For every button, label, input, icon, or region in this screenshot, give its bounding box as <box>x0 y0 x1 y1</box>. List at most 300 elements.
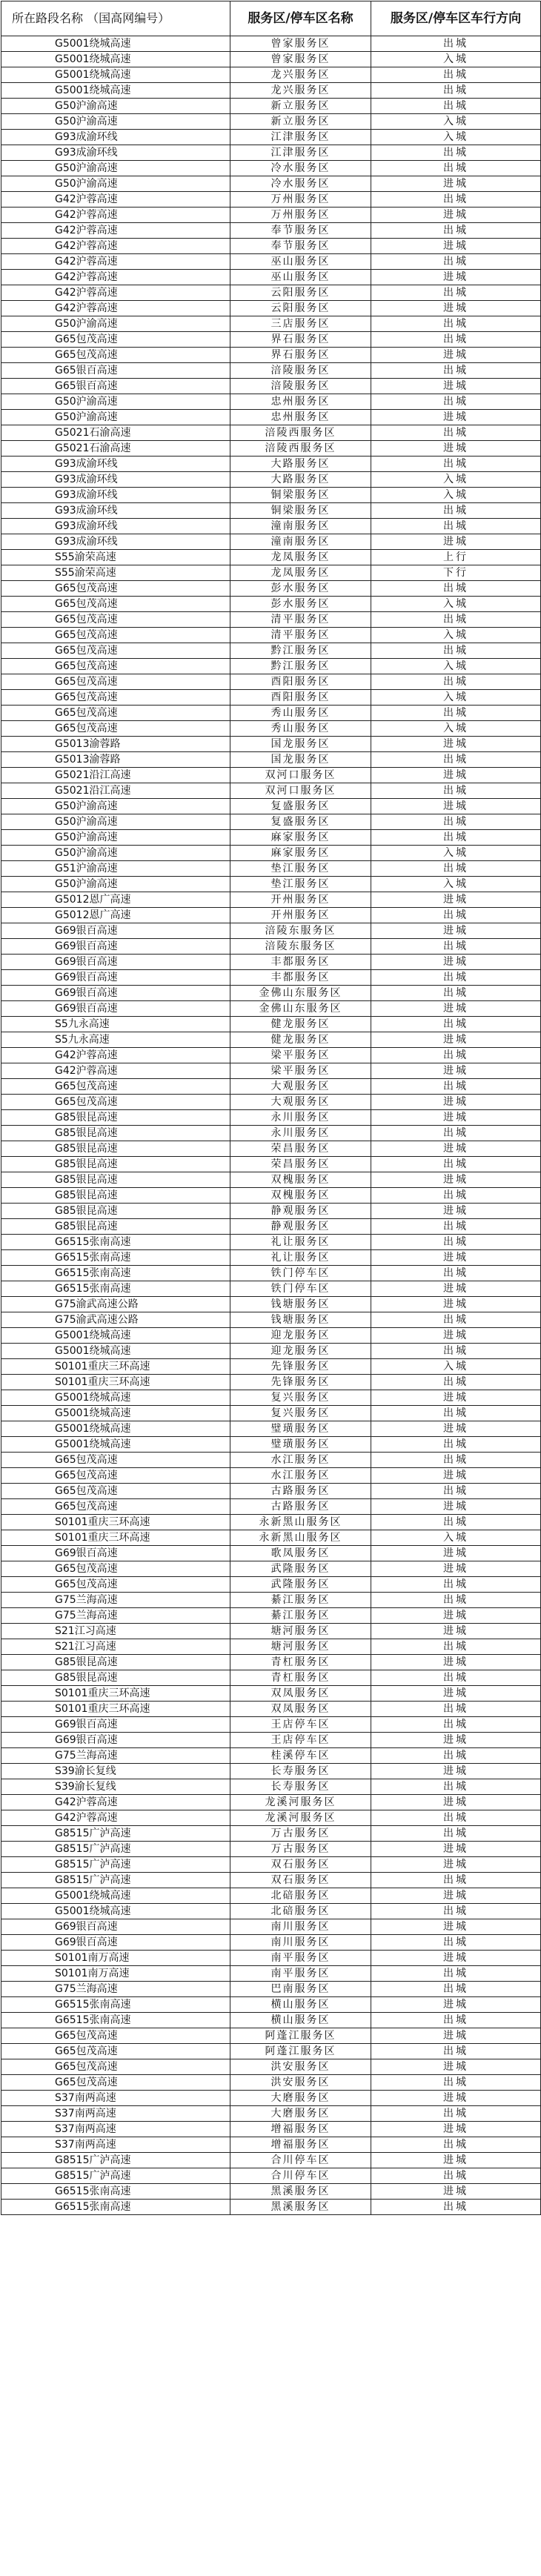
service-area-cell: 巫山服务区 <box>230 254 371 270</box>
road-name-cell: G5001绕城高速 <box>1 83 230 99</box>
table-row <box>1 1702 541 1717</box>
service-area-cell: 酉阳服务区 <box>230 674 371 690</box>
service-area-cell: 横山服务区 <box>230 2013 371 2028</box>
road-name-cell: S0101南万高速 <box>1 1966 230 1982</box>
road-name-cell: S37南两高速 <box>1 2122 230 2137</box>
service-area-cell: 水江服务区 <box>230 1453 371 1468</box>
table-row <box>1 161 541 176</box>
service-area-cell: 复兴服务区 <box>230 1406 371 1421</box>
road-name-cell: G5012恩广高速 <box>1 892 230 908</box>
service-area-cell: 巴南服务区 <box>230 1982 371 1997</box>
service-area-table <box>1 1 541 2215</box>
road-name-cell: G8515广泸高速 <box>1 1873 230 1888</box>
table-row <box>1 254 541 270</box>
direction-cell: 出城 <box>371 1266 541 1281</box>
table-row <box>1 1281 541 1297</box>
road-name-cell: G65包茂高速 <box>1 581 230 597</box>
direction-cell: 出城 <box>371 457 541 472</box>
service-area-cell: 水江服务区 <box>230 1468 371 1484</box>
road-name-cell: G65包茂高速 <box>1 348 230 363</box>
road-name-cell: G50沪渝高速 <box>1 161 230 176</box>
direction-cell: 出城 <box>371 316 541 332</box>
service-area-cell: 麻家服务区 <box>230 830 371 846</box>
table-row <box>1 1717 541 1733</box>
service-area-cell: 双槐服务区 <box>230 1172 371 1188</box>
direction-cell: 出城 <box>371 783 541 799</box>
road-name-cell: G50沪渝高速 <box>1 176 230 192</box>
service-area-cell: 阿蓬江服务区 <box>230 2028 371 2044</box>
road-name-cell: G85银昆高速 <box>1 1110 230 1126</box>
service-area-cell: 丰都服务区 <box>230 970 371 986</box>
service-area-cell: 大观服务区 <box>230 1095 371 1110</box>
table-row <box>1 441 541 457</box>
road-name-cell: G5012恩广高速 <box>1 908 230 923</box>
service-area-cell: 铜梁服务区 <box>230 488 371 503</box>
direction-cell: 进城 <box>371 270 541 285</box>
service-area-cell: 双河口服务区 <box>230 768 371 783</box>
road-name-cell: G50沪渝高速 <box>1 99 230 114</box>
table-row <box>1 1530 541 1546</box>
table-row <box>1 1686 541 1702</box>
road-name-cell: G5001绕城高速 <box>1 1904 230 1919</box>
road-name-cell: S0101重庆三环高速 <box>1 1515 230 1530</box>
table-row <box>1 2122 541 2137</box>
direction-cell: 出城 <box>371 1935 541 1951</box>
road-name-cell: G93成渝环线 <box>1 488 230 503</box>
service-area-cell: 开州服务区 <box>230 892 371 908</box>
direction-cell: 出城 <box>371 1437 541 1453</box>
header-direction: 服务区/停车区车行方向 <box>371 1 541 36</box>
road-name-cell: G50沪渝高速 <box>1 410 230 425</box>
road-name-cell: G69银百高速 <box>1 1546 230 1561</box>
service-area-cell: 复盛服务区 <box>230 799 371 814</box>
road-name-cell: G69银百高速 <box>1 1733 230 1748</box>
direction-cell: 进城 <box>371 1172 541 1188</box>
table-row <box>1 1779 541 1795</box>
service-area-cell: 合川停车区 <box>230 2168 371 2184</box>
direction-cell: 出城 <box>371 1219 541 1235</box>
service-area-cell: 迎龙服务区 <box>230 1328 371 1344</box>
service-area-cell: 礼让服务区 <box>230 1235 371 1250</box>
road-name-cell: G65包茂高速 <box>1 674 230 690</box>
road-name-cell: G5001绕城高速 <box>1 52 230 67</box>
table-row <box>1 1453 541 1468</box>
table-row <box>1 1499 541 1515</box>
direction-cell: 进城 <box>371 955 541 970</box>
road-name-cell: G5001绕城高速 <box>1 1344 230 1359</box>
service-area-cell: 大磨服务区 <box>230 2091 371 2106</box>
service-area-cell: 铁门停车区 <box>230 1281 371 1297</box>
table-row <box>1 1359 541 1375</box>
direction-cell: 出城 <box>371 612 541 628</box>
road-name-cell: G5013渝蓉路 <box>1 737 230 752</box>
road-name-cell: G6515张南高速 <box>1 1250 230 1266</box>
table-row <box>1 1997 541 2013</box>
direction-cell: 进城 <box>371 1297 541 1312</box>
table-row <box>1 674 541 690</box>
table-row <box>1 581 541 597</box>
road-name-cell: S0101重庆三环高速 <box>1 1702 230 1717</box>
direction-cell: 出城 <box>371 908 541 923</box>
road-name-cell: G85银昆高速 <box>1 1172 230 1188</box>
road-name-cell: G69银百高速 <box>1 923 230 939</box>
service-area-cell: 大路服务区 <box>230 472 371 488</box>
service-area-cell: 塘河服务区 <box>230 1624 371 1639</box>
table-row <box>1 1826 541 1842</box>
table-row <box>1 332 541 348</box>
direction-cell: 出城 <box>371 332 541 348</box>
service-area-cell: 新立服务区 <box>230 114 371 130</box>
road-name-cell: G69银百高速 <box>1 970 230 986</box>
direction-cell: 入城 <box>371 130 541 145</box>
road-name-cell: G42沪蓉高速 <box>1 223 230 239</box>
table-row <box>1 1468 541 1484</box>
direction-cell: 上行 <box>371 550 541 565</box>
service-area-cell: 横山服务区 <box>230 1997 371 2013</box>
direction-cell: 入城 <box>371 114 541 130</box>
service-area-cell: 垫江服务区 <box>230 877 371 892</box>
service-area-cell: 清平服务区 <box>230 628 371 643</box>
direction-cell: 进城 <box>371 1204 541 1219</box>
table-row <box>1 1001 541 1017</box>
table-row <box>1 1624 541 1639</box>
table-row <box>1 1639 541 1655</box>
direction-cell: 出城 <box>371 1779 541 1795</box>
service-area-cell: 三店服务区 <box>230 316 371 332</box>
table-row <box>1 316 541 332</box>
table-row <box>1 1188 541 1204</box>
direction-cell: 出城 <box>371 1966 541 1982</box>
service-area-cell: 先锋服务区 <box>230 1359 371 1375</box>
direction-cell: 进城 <box>371 1608 541 1624</box>
table-row <box>1 1219 541 1235</box>
table-row <box>1 1032 541 1048</box>
table-row <box>1 208 541 223</box>
service-area-cell: 静观服务区 <box>230 1204 371 1219</box>
table-row <box>1 892 541 908</box>
direction-cell: 下行 <box>371 565 541 581</box>
direction-cell: 进城 <box>371 2059 541 2075</box>
table-row <box>1 597 541 612</box>
direction-cell: 进城 <box>371 1857 541 1873</box>
service-area-cell: 永川服务区 <box>230 1110 371 1126</box>
road-name-cell: G93成渝环线 <box>1 472 230 488</box>
service-area-cell: 金佛山东服务区 <box>230 986 371 1001</box>
service-area-cell: 金佛山东服务区 <box>230 1001 371 1017</box>
direction-cell: 入城 <box>371 1530 541 1546</box>
service-area-cell: 双槐服务区 <box>230 1188 371 1204</box>
service-area-cell: 梁平服务区 <box>230 1063 371 1079</box>
table-row <box>1 2044 541 2059</box>
road-name-cell: S37南两高速 <box>1 2137 230 2153</box>
road-name-cell: G69银百高速 <box>1 939 230 955</box>
table-body <box>1 36 541 2215</box>
table-row <box>1 1733 541 1748</box>
service-area-cell: 双凤服务区 <box>230 1702 371 1717</box>
road-name-cell: G65包茂高速 <box>1 1499 230 1515</box>
road-name-cell: G5001绕城高速 <box>1 1328 230 1344</box>
road-name-cell: G65包茂高速 <box>1 1079 230 1095</box>
road-name-cell: G69银百高速 <box>1 1919 230 1935</box>
direction-cell: 入城 <box>371 488 541 503</box>
road-name-cell: G5001绕城高速 <box>1 36 230 52</box>
road-name-cell: G85银昆高速 <box>1 1670 230 1686</box>
direction-cell: 进城 <box>371 1141 541 1157</box>
direction-cell: 进城 <box>371 176 541 192</box>
service-area-cell: 万州服务区 <box>230 208 371 223</box>
direction-cell: 出城 <box>371 1810 541 1826</box>
road-name-cell: G69银百高速 <box>1 1717 230 1733</box>
service-area-cell: 复兴服务区 <box>230 1390 371 1406</box>
table-row <box>1 1577 541 1593</box>
direction-cell: 进城 <box>371 1095 541 1110</box>
service-area-cell: 龙凤服务区 <box>230 565 371 581</box>
table-row <box>1 923 541 939</box>
road-name-cell: G42沪蓉高速 <box>1 1795 230 1810</box>
service-area-cell: 桂溪停车区 <box>230 1748 371 1764</box>
service-area-cell: 铜梁服务区 <box>230 503 371 519</box>
table-row <box>1 1235 541 1250</box>
direction-cell: 进城 <box>371 348 541 363</box>
direction-cell: 出城 <box>371 1670 541 1686</box>
service-area-cell: 永新黑山服务区 <box>230 1530 371 1546</box>
direction-cell: 出城 <box>371 861 541 877</box>
road-name-cell: G8515广泸高速 <box>1 1842 230 1857</box>
direction-cell: 进城 <box>371 2122 541 2137</box>
road-name-cell: G5021石渝高速 <box>1 425 230 441</box>
road-name-cell: G69银百高速 <box>1 1001 230 1017</box>
service-area-cell: 健龙服务区 <box>230 1032 371 1048</box>
road-name-cell: G65包茂高速 <box>1 690 230 706</box>
road-name-cell: G85银昆高速 <box>1 1219 230 1235</box>
road-name-cell: G65包茂高速 <box>1 628 230 643</box>
road-name-cell: G65包茂高速 <box>1 643 230 659</box>
table-row <box>1 114 541 130</box>
road-name-cell: G5001绕城高速 <box>1 1421 230 1437</box>
service-area-cell: 曾家服务区 <box>230 36 371 52</box>
service-area-cell: 忠州服务区 <box>230 394 371 410</box>
service-area-cell: 彭水服务区 <box>230 597 371 612</box>
service-area-cell: 涪陵东服务区 <box>230 939 371 955</box>
table-row <box>1 1312 541 1328</box>
table-row <box>1 1655 541 1670</box>
service-area-cell: 涪陵服务区 <box>230 379 371 394</box>
service-area-cell: 万古服务区 <box>230 1842 371 1857</box>
road-name-cell: G5001绕城高速 <box>1 67 230 83</box>
service-area-cell: 大观服务区 <box>230 1079 371 1095</box>
road-name-cell: G42沪蓉高速 <box>1 1063 230 1079</box>
direction-cell: 出城 <box>371 674 541 690</box>
direction-cell: 出城 <box>371 1344 541 1359</box>
road-name-cell: S39渝长复线 <box>1 1779 230 1795</box>
road-name-cell: S5九永高速 <box>1 1032 230 1048</box>
direction-cell: 出城 <box>371 1157 541 1172</box>
direction-cell: 入城 <box>371 659 541 674</box>
direction-cell: 出城 <box>371 814 541 830</box>
table-row <box>1 363 541 379</box>
direction-cell: 出城 <box>371 1484 541 1499</box>
service-area-cell: 忠州服务区 <box>230 410 371 425</box>
road-name-cell: G42沪蓉高速 <box>1 285 230 301</box>
table-row <box>1 2059 541 2075</box>
table-row <box>1 799 541 814</box>
service-area-cell: 永川服务区 <box>230 1126 371 1141</box>
direction-cell: 出城 <box>371 83 541 99</box>
direction-cell: 出城 <box>371 2137 541 2153</box>
table-row <box>1 939 541 955</box>
table-row <box>1 472 541 488</box>
service-area-cell: 长寿服务区 <box>230 1779 371 1795</box>
road-name-cell: G65包茂高速 <box>1 332 230 348</box>
road-name-cell: S0101南万高速 <box>1 1951 230 1966</box>
road-name-cell: G75渝武高速公路 <box>1 1297 230 1312</box>
direction-cell: 出城 <box>371 1577 541 1593</box>
direction-cell: 进城 <box>371 1888 541 1904</box>
road-name-cell: G65包茂高速 <box>1 597 230 612</box>
road-name-cell: G42沪蓉高速 <box>1 192 230 208</box>
direction-cell: 出城 <box>371 1406 541 1421</box>
service-area-cell: 永新黑山服务区 <box>230 1515 371 1530</box>
road-name-cell: G65包茂高速 <box>1 1577 230 1593</box>
direction-cell: 入城 <box>371 1359 541 1375</box>
table-row <box>1 1982 541 1997</box>
direction-cell: 进城 <box>371 441 541 457</box>
table-row <box>1 425 541 441</box>
road-name-cell: G93成渝环线 <box>1 130 230 145</box>
table-row <box>1 1748 541 1764</box>
service-area-cell: 黔江服务区 <box>230 643 371 659</box>
service-area-cell: 迎龙服务区 <box>230 1344 371 1359</box>
service-area-cell: 潼南服务区 <box>230 534 371 550</box>
road-name-cell: G65包茂高速 <box>1 659 230 674</box>
direction-cell: 进城 <box>371 923 541 939</box>
service-area-cell: 古路服务区 <box>230 1484 371 1499</box>
direction-cell: 出城 <box>371 939 541 955</box>
service-area-cell: 龙溪河服务区 <box>230 1810 371 1826</box>
direction-cell: 出城 <box>371 192 541 208</box>
service-area-cell: 梁平服务区 <box>230 1048 371 1063</box>
direction-cell: 入城 <box>371 690 541 706</box>
direction-cell: 进城 <box>371 1063 541 1079</box>
table-row <box>1 192 541 208</box>
road-name-cell: G42沪蓉高速 <box>1 239 230 254</box>
table-row <box>1 2106 541 2122</box>
table-row <box>1 1048 541 1063</box>
table-row <box>1 1017 541 1032</box>
service-area-cell: 塘河服务区 <box>230 1639 371 1655</box>
direction-cell: 进城 <box>371 1561 541 1577</box>
table-row <box>1 908 541 923</box>
service-area-cell: 涪陵服务区 <box>230 363 371 379</box>
table-row <box>1 955 541 970</box>
direction-cell: 出城 <box>371 161 541 176</box>
table-row <box>1 1888 541 1904</box>
road-name-cell: G85银昆高速 <box>1 1126 230 1141</box>
road-name-cell: G93成渝环线 <box>1 457 230 472</box>
table-header-row <box>1 1 541 36</box>
direction-cell: 入城 <box>371 877 541 892</box>
road-name-cell: S0101重庆三环高速 <box>1 1530 230 1546</box>
direction-cell: 出城 <box>371 706 541 721</box>
direction-cell: 出城 <box>371 581 541 597</box>
table-row <box>1 1437 541 1453</box>
service-area-cell: 铁门停车区 <box>230 1266 371 1281</box>
table-row <box>1 2075 541 2091</box>
road-name-cell: G42沪蓉高速 <box>1 1810 230 1826</box>
table-row <box>1 643 541 659</box>
direction-cell: 出城 <box>371 1826 541 1842</box>
service-area-cell: 开州服务区 <box>230 908 371 923</box>
table-row <box>1 1141 541 1157</box>
service-area-cell: 冷水服务区 <box>230 161 371 176</box>
road-name-cell: G50沪渝高速 <box>1 877 230 892</box>
direction-cell: 出城 <box>371 1312 541 1328</box>
table-row <box>1 83 541 99</box>
road-name-cell: G8515广泸高速 <box>1 1826 230 1842</box>
service-area-cell: 青杠服务区 <box>230 1655 371 1670</box>
table-row <box>1 861 541 877</box>
service-area-cell: 双河口服务区 <box>230 783 371 799</box>
direction-cell: 进城 <box>371 1624 541 1639</box>
table-row <box>1 752 541 768</box>
road-name-cell: G6515张南高速 <box>1 1281 230 1297</box>
service-area-cell: 南川服务区 <box>230 1919 371 1935</box>
service-area-cell: 青杠服务区 <box>230 1670 371 1686</box>
direction-cell: 出城 <box>371 1717 541 1733</box>
table-row <box>1 830 541 846</box>
service-area-cell: 黔江服务区 <box>230 659 371 674</box>
table-row <box>1 488 541 503</box>
road-name-cell: G50沪渝高速 <box>1 799 230 814</box>
table-row <box>1 1546 541 1561</box>
table-row <box>1 877 541 892</box>
service-area-cell: 合川停车区 <box>230 2153 371 2168</box>
service-area-cell: 云阳服务区 <box>230 285 371 301</box>
table-row <box>1 534 541 550</box>
table-row <box>1 1670 541 1686</box>
road-name-cell: G5021石渝高速 <box>1 441 230 457</box>
direction-cell: 进城 <box>371 208 541 223</box>
road-name-cell: G65银百高速 <box>1 379 230 394</box>
table-row <box>1 1297 541 1312</box>
table-row <box>1 301 541 316</box>
road-name-cell: G75兰海高速 <box>1 1982 230 1997</box>
road-name-cell: G75渝武高速公路 <box>1 1312 230 1328</box>
road-name-cell: G69银百高速 <box>1 986 230 1001</box>
table-row <box>1 1795 541 1810</box>
road-name-cell: G8515广泸高速 <box>1 2153 230 2168</box>
road-name-cell: S55渝荣高速 <box>1 565 230 581</box>
direction-cell: 出城 <box>371 1126 541 1141</box>
road-name-cell: G6515张南高速 <box>1 1997 230 2013</box>
service-area-cell: 奉节服务区 <box>230 223 371 239</box>
direction-cell: 出城 <box>371 643 541 659</box>
table-row <box>1 1764 541 1779</box>
table-row <box>1 1904 541 1919</box>
table-row <box>1 223 541 239</box>
service-area-cell: 界石服务区 <box>230 348 371 363</box>
road-name-cell: G5001绕城高速 <box>1 1437 230 1453</box>
table-row <box>1 394 541 410</box>
direction-cell: 入城 <box>371 52 541 67</box>
direction-cell: 进城 <box>371 239 541 254</box>
service-area-cell: 璧璜服务区 <box>230 1437 371 1453</box>
road-name-cell: G69银百高速 <box>1 1935 230 1951</box>
table-row <box>1 1421 541 1437</box>
direction-cell: 进城 <box>371 799 541 814</box>
table-row <box>1 565 541 581</box>
direction-cell: 出城 <box>371 1079 541 1095</box>
